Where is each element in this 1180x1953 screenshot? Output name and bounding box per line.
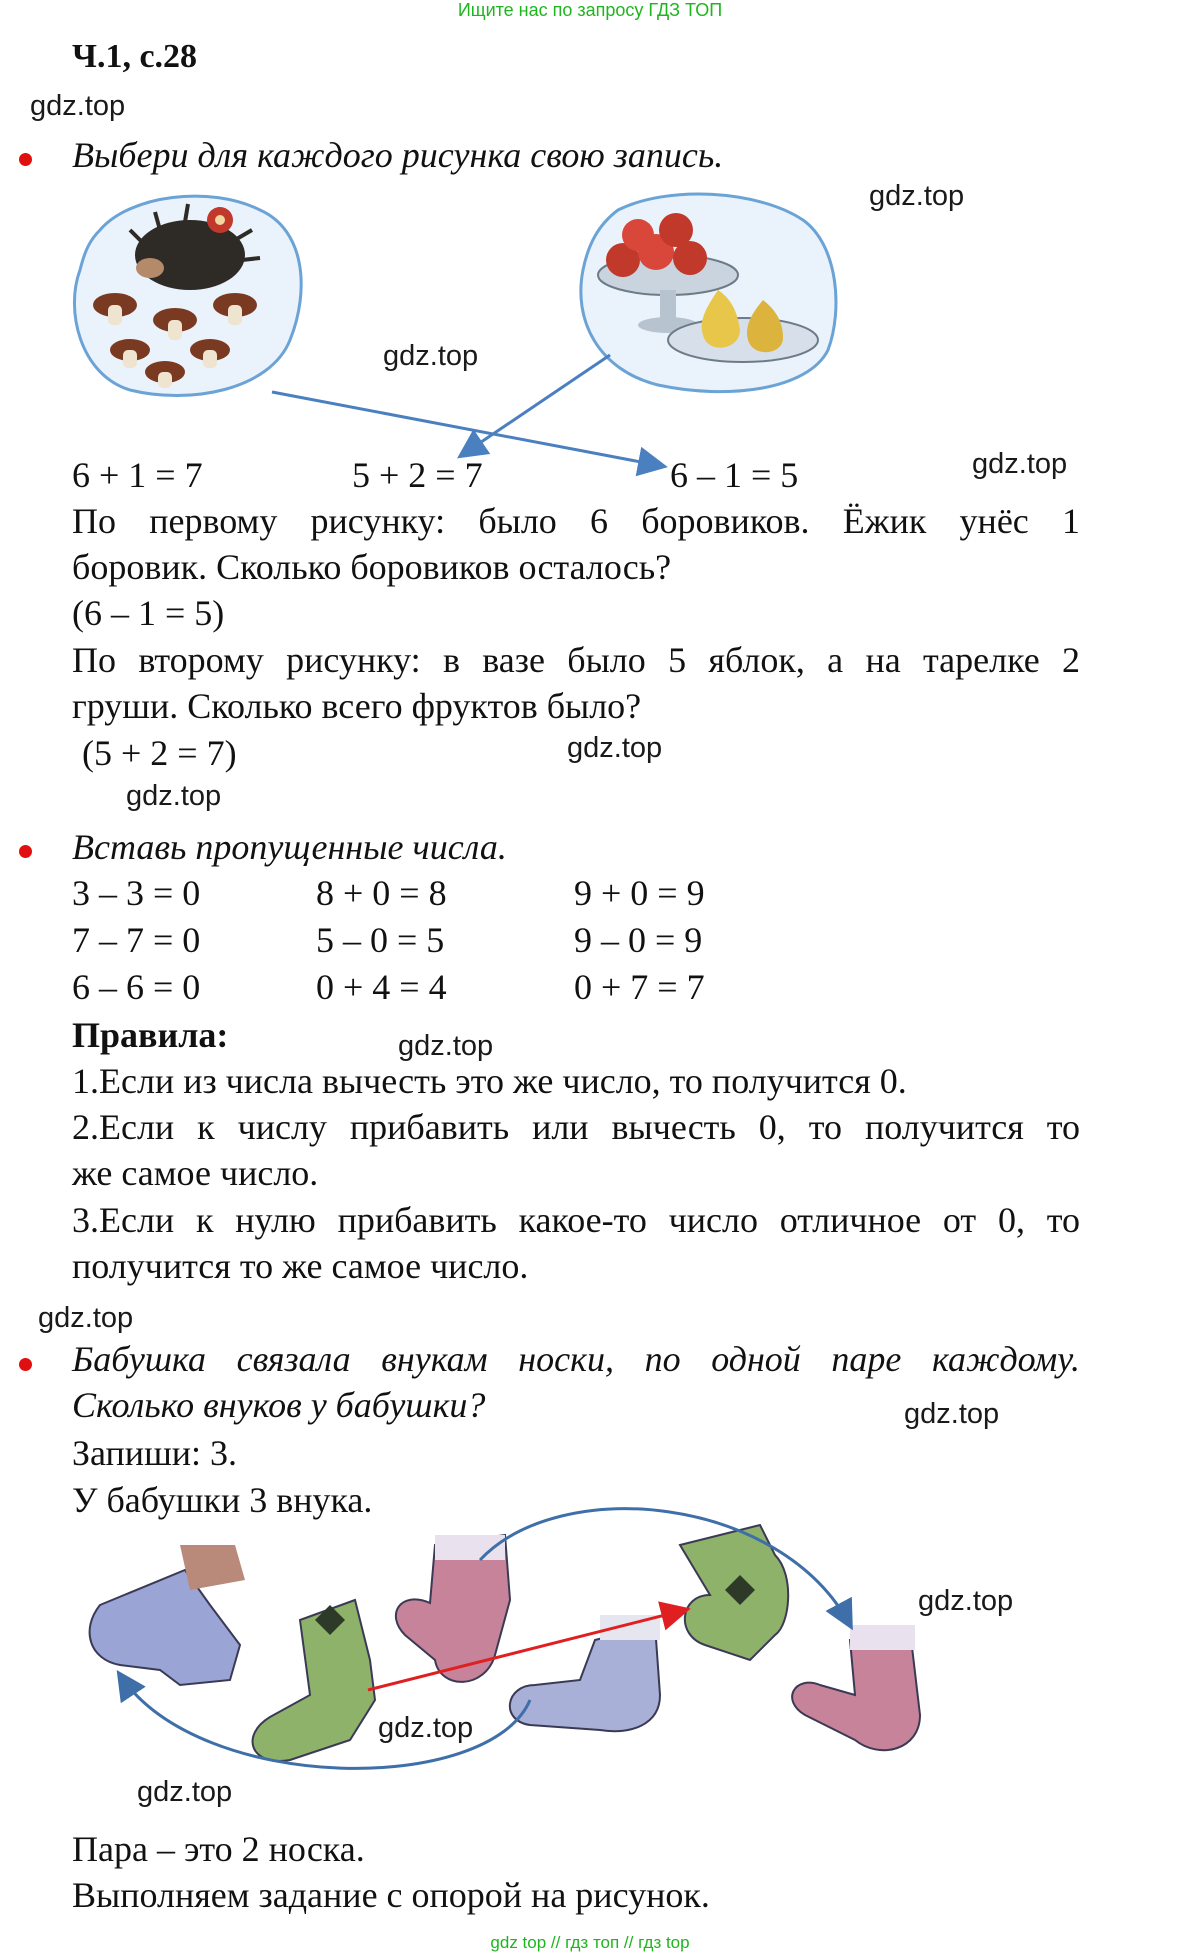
watermark: gdz.top — [137, 1776, 233, 1808]
socks-illustration — [60, 1485, 980, 1785]
rule-3-line2: получится то же самое число. — [72, 1246, 529, 1286]
watermark: gdz.top — [378, 1712, 474, 1744]
rule-1: 1.Если из числа вычесть это же число, то получится 0. — [72, 1061, 907, 1101]
watermark: gdz.top — [398, 1030, 494, 1062]
equation-option-2: 5 + 2 = 7 — [352, 455, 483, 495]
task1-text-line1: По первому рисунку: было 6 боровиков. Ёжик унёс 1 — [72, 501, 1080, 541]
equation-r1-c1: 3 – 3 = 0 — [72, 873, 201, 913]
equation-r3-c1: 6 – 6 = 0 — [72, 967, 201, 1007]
task1-prompt: Выбери для каждого рисунка свою запись. — [72, 135, 724, 175]
rules-title: Правила: — [72, 1015, 229, 1055]
watermark: gdz.top — [567, 732, 663, 764]
watermark: gdz.top — [972, 448, 1068, 480]
top-search-link[interactable]: Ищите нас по запросу ГДЗ ТОП — [457, 0, 723, 20]
rule-2-line1: 2.Если к числу прибавить или вычесть 0, то получится то — [72, 1107, 1080, 1147]
task3-prompt-line2: Сколько внуков у бабушки? — [72, 1385, 486, 1425]
task1-answer-1: (6 – 1 = 5) — [72, 593, 225, 633]
task1-text-line2: боровик. Сколько боровиков осталось? — [72, 547, 672, 587]
task1-text-line4: груши. Сколько всего фруктов было? — [72, 686, 642, 726]
task1-answer-2: (5 + 2 = 7) — [82, 733, 237, 773]
equation-r2-c2: 5 – 0 = 5 — [316, 920, 445, 960]
equation-r1-c3: 9 + 0 = 9 — [574, 873, 705, 913]
equation-r2-c1: 7 – 7 = 0 — [72, 920, 201, 960]
task3-note-2: Выполняем задание с опорой на рисунок. — [72, 1875, 710, 1915]
rule-2-line2: же самое число. — [72, 1153, 319, 1193]
matching-arrows — [0, 0, 1180, 500]
equation-r2-c3: 9 – 0 = 9 — [574, 920, 703, 960]
bullet-icon — [19, 845, 32, 858]
task3-prompt-line1: Бабушка связала внукам носки, по одной паре каждому. — [72, 1339, 1080, 1379]
rule-3-line1: 3.Если к нулю прибавить какое-то число отличное от 0, то — [72, 1200, 1080, 1240]
equation-r3-c2: 0 + 4 = 4 — [316, 967, 447, 1007]
sock-blue-center — [510, 1625, 660, 1731]
watermark: gdz.top — [904, 1398, 1000, 1430]
watermark: gdz.top — [383, 340, 479, 372]
bottom-links[interactable]: gdz top // гдз топ // гдз top — [490, 1933, 690, 1952]
arrow-fruit-to-addition — [462, 355, 610, 455]
equation-r3-c3: 0 + 7 = 7 — [574, 967, 705, 1007]
sock-blue-left — [90, 1570, 240, 1685]
task1-text-line3: По второму рисунку: в вазе было 5 яблок, а на тарелке 2 — [72, 640, 1080, 680]
watermark: gdz.top — [869, 180, 965, 212]
page-title: Ч.1, с.28 — [72, 38, 198, 75]
equation-option-3: 6 – 1 = 5 — [670, 455, 799, 495]
watermark: gdz.top — [126, 780, 222, 812]
watermark: gdz.top — [38, 1302, 134, 1334]
bullet-icon — [19, 1358, 32, 1371]
equation-option-1: 6 + 1 = 7 — [72, 455, 203, 495]
watermark: gdz.top — [30, 90, 126, 122]
task3-answer-text: У бабушки 3 внука. — [72, 1480, 373, 1520]
equation-r1-c2: 8 + 0 = 8 — [316, 873, 447, 913]
task2-prompt: Вставь пропущенные числа. — [72, 827, 507, 867]
watermark: gdz.top — [918, 1585, 1014, 1617]
arrow-blue-pink-pair — [480, 1509, 850, 1625]
task3-note-1: Пара – это 2 носка. — [72, 1829, 365, 1869]
sock-green-center — [253, 1600, 375, 1761]
task3-answer: Запиши: 3. — [72, 1433, 238, 1473]
